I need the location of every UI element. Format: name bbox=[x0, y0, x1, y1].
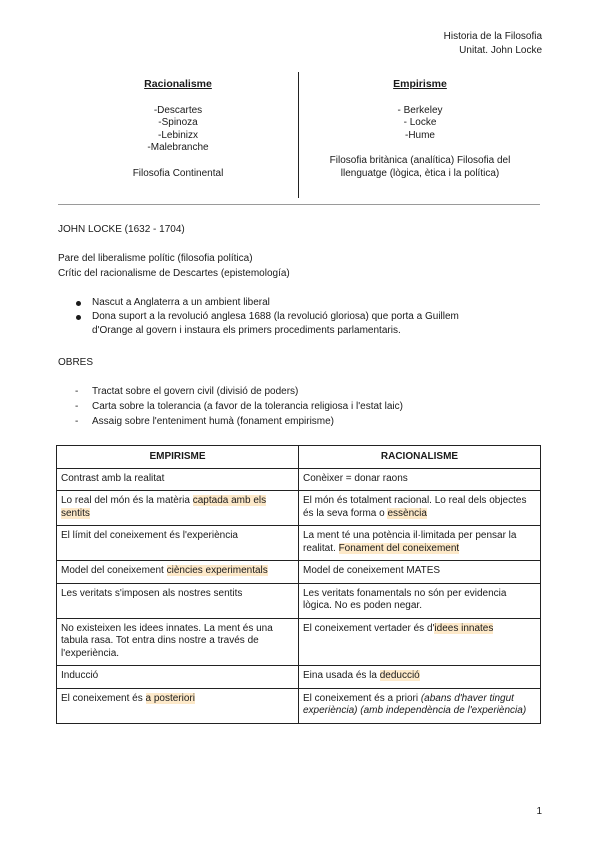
racionalisme-item: -Descartes bbox=[153, 104, 203, 116]
empirisme-cell: El límit del coneixement és l'experiència bbox=[57, 526, 299, 561]
empirisme-item: - Berkeley bbox=[397, 104, 443, 116]
racionalisme-cell: La ment té una potència il·limitada per pensar la realitat. Fonament del coneixement bbox=[299, 526, 541, 561]
bullet-item bbox=[58, 310, 528, 338]
italic-text: (abans d'haver tingut experiència) (amb independència de l'experiència) bbox=[303, 692, 527, 716]
highlighted-text: captada amb els sentits bbox=[61, 495, 267, 519]
comparison-table bbox=[56, 445, 541, 724]
highlighted-text: a posteriori bbox=[145, 692, 195, 704]
racionalisme-cell: Eina usada és la deducció bbox=[299, 666, 541, 689]
bio-bullet-list bbox=[58, 296, 528, 338]
intro-line: Crític del racionalisme de Descartes (epistemología) bbox=[58, 268, 290, 279]
obres-item bbox=[58, 384, 528, 399]
racionalisme-cell: Les veritats fonamentals no són per evidencia lògica. No es poden negar. bbox=[299, 583, 541, 618]
column-divider bbox=[298, 72, 299, 198]
empirisme-footer-line: Filosofia britànica (analítica) Filosofia del bbox=[329, 155, 511, 166]
bullet-item bbox=[58, 296, 528, 310]
racionalisme-footer: Filosofia Continental bbox=[132, 167, 224, 179]
table-row bbox=[57, 618, 541, 666]
table-header-row bbox=[57, 446, 541, 469]
dash-icon: - bbox=[75, 386, 79, 397]
obres-text: Assaig sobre l'enteniment humà (fonament empirisme) bbox=[92, 416, 335, 427]
empirisme-footer bbox=[300, 155, 540, 180]
table-row bbox=[57, 561, 541, 584]
highlighted-text: essència bbox=[387, 507, 427, 519]
obres-item bbox=[58, 414, 528, 429]
racionalisme-title: Racionalisme bbox=[144, 78, 212, 90]
racionalisme-cell: Conèixer = donar raons bbox=[299, 468, 541, 491]
highlighted-text: Fonament del coneixement bbox=[338, 542, 460, 554]
horizontal-rule bbox=[58, 204, 540, 205]
obres-heading: OBRES bbox=[58, 357, 94, 368]
bullet-dot-icon bbox=[76, 301, 81, 306]
racionalisme-item: -Spinoza bbox=[158, 117, 198, 128]
racionalisme-column bbox=[58, 72, 298, 180]
highlighted-text: ciències experimentals bbox=[166, 565, 268, 576]
empirisme-cell: El coneixement és a posteriori bbox=[57, 688, 299, 723]
racionalisme-item: -Lebinizx bbox=[157, 129, 199, 141]
empirisme-cell: Lo real del món és la matèria captada amb els sentits bbox=[57, 491, 299, 526]
empirisme-title: Empirisme bbox=[393, 78, 447, 90]
header-racionalisme: RACIONALISME bbox=[299, 446, 541, 469]
bullet-dot-icon bbox=[76, 315, 81, 320]
table-row bbox=[57, 688, 541, 723]
empirisme-cell: Inducció bbox=[57, 666, 299, 689]
bullet-text: Nascut a Anglaterra a un ambient liberal bbox=[92, 297, 270, 308]
empirisme-item: - Locke bbox=[403, 117, 437, 128]
empirisme-item: -Hume bbox=[404, 129, 435, 141]
header-unit: Unitat. John Locke bbox=[459, 45, 542, 56]
empirisme-cell: Model del coneixement ciències experimentals bbox=[57, 561, 299, 584]
obres-item bbox=[58, 399, 528, 414]
table-row bbox=[57, 468, 541, 491]
empirisme-column bbox=[300, 72, 540, 180]
racionalisme-cell: El coneixement vertader és d'idees innates bbox=[299, 618, 541, 666]
empirisme-cell: Les veritats s'imposen als nostres sentits bbox=[57, 583, 299, 618]
bullet-text: Dona suport a la revolució anglesa 1688 (la revolució gloriosa) que porta a Guillem bbox=[92, 311, 459, 322]
dash-icon: - bbox=[75, 401, 79, 412]
intro-line: Pare del liberalisme polític (filosofia política) bbox=[58, 253, 253, 264]
obres-list bbox=[58, 384, 528, 429]
locke-heading: JOHN LOCKE (1632 - 1704) bbox=[58, 224, 185, 235]
racionalisme-cell: El món és totalment racional. Lo real dels objectes és la seva forma o essència bbox=[299, 491, 541, 526]
philosophy-columns bbox=[58, 72, 540, 200]
table-row bbox=[57, 666, 541, 689]
header-empirisme: EMPIRISME bbox=[57, 446, 299, 469]
page-number: 1 bbox=[536, 806, 542, 817]
table-row bbox=[57, 491, 541, 526]
obres-text: Tractat sobre el govern civil (divisió de poders) bbox=[92, 386, 299, 397]
empirisme-footer-line: llenguatge (lògica, ètica i la política) bbox=[340, 167, 500, 179]
page-header bbox=[444, 30, 542, 58]
racionalisme-cell: Model de coneixement MATES bbox=[299, 561, 541, 584]
empirisme-cell: Contrast amb la realitat bbox=[57, 468, 299, 491]
header-course: Historia de la Filosofia bbox=[443, 31, 542, 42]
obres-text: Carta sobre la tolerancia (a favor de la tolerancia religiosa i l'estat laic) bbox=[92, 401, 403, 412]
racionalisme-item: -Malebranche bbox=[147, 142, 209, 153]
highlighted-text: deducció bbox=[379, 670, 420, 681]
racionalisme-cell: El coneixement és a priori (abans d'haver tingut experiència) (amb independència de l'experiència) bbox=[299, 688, 541, 723]
highlighted-text: idees innates bbox=[434, 622, 494, 634]
table-row bbox=[57, 526, 541, 561]
empirisme-cell: No existeixen les idees innates. La ment és una tabula rasa. Tot entra dins nostre a través de l'experiència. bbox=[57, 618, 299, 666]
dash-icon: - bbox=[75, 416, 79, 427]
bullet-text: d'Orange al govern i instaura els primers procediments parlamentaris. bbox=[92, 325, 401, 336]
table-row bbox=[57, 583, 541, 618]
